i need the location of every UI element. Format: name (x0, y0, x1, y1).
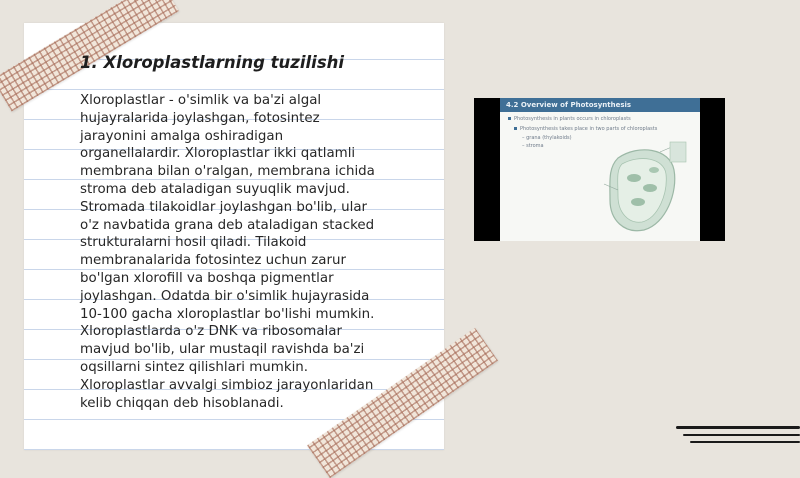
body-line: mavjud bo'lib, ular mustaqil ravishda ba'zi (80, 342, 365, 358)
decorative-stroke (683, 434, 800, 436)
screenshot-title: 4.2 Overview of Photosynthesis (500, 98, 700, 112)
body-paragraph (80, 92, 425, 412)
chloroplast-diagram (600, 140, 688, 236)
decorative-stroke (690, 441, 800, 443)
bullet-icon (514, 127, 517, 130)
section-heading: 1. Xloroplastlarning tuzilishi (80, 53, 345, 72)
screenshot-sub-bullet: – stroma (522, 143, 544, 149)
body-line: organellalardir. Xloroplastlar ikki qatlamli (80, 146, 356, 162)
decorative-stroke (676, 426, 800, 429)
body-line: strukturalarni hosil qiladi. Tilakoid (80, 235, 307, 251)
screenshot-sub-bullet: – grana (thylakoids) (522, 135, 572, 141)
body-line: bo'lgan xlorofill va boshqa pigmentlar (80, 270, 334, 286)
screenshot-slide (500, 98, 700, 241)
body-line: membranalarida fotosintez uchun zarur (80, 253, 346, 269)
body-line: membrana bilan o'ralgan, membrana ichida (80, 164, 375, 180)
bullet-icon (508, 117, 511, 120)
body-line: Xloroplastlarda o'z DNK va ribosomalar (80, 324, 342, 340)
screenshot-line: Photosynthesis in plants occurs in chloroplasts (514, 116, 631, 122)
screenshot-bullet (508, 116, 631, 122)
body-line: stroma deb ataladigan suyuqlik mavjud. (80, 181, 350, 197)
body-line: Xloroplastlar - o'simlik va ba'zi algal (80, 93, 322, 108)
body-line: jarayonini amalga oshiradigan (80, 128, 284, 144)
screenshot-line: Photosynthesis takes place in two parts of chloroplasts (520, 126, 658, 132)
chloroplast-screenshot (474, 98, 725, 241)
body-line: Stromada tilakoidlar joylashgan bo'lib, ular (80, 199, 368, 215)
body-line: 10-100 gacha xloroplastlar bo'lishi mumkin. (80, 306, 375, 322)
screenshot-bullet (514, 126, 657, 132)
body-line: o'z navbatida grana deb ataladigan stacked (80, 217, 375, 233)
body-line: joylashgan. Odatda bir o'simlik hujayrasida (80, 288, 370, 304)
body-line: Xloroplastlar avvalgi simbioz jarayonlaridan (80, 377, 374, 393)
body-line: hujayralarida joylashgan, fotosintez (80, 110, 320, 126)
body-line: kelib chiqqan deb hisoblanadi. (80, 395, 284, 411)
body-line: oqsillarni sintez qilishlari mumkin. (80, 359, 309, 375)
